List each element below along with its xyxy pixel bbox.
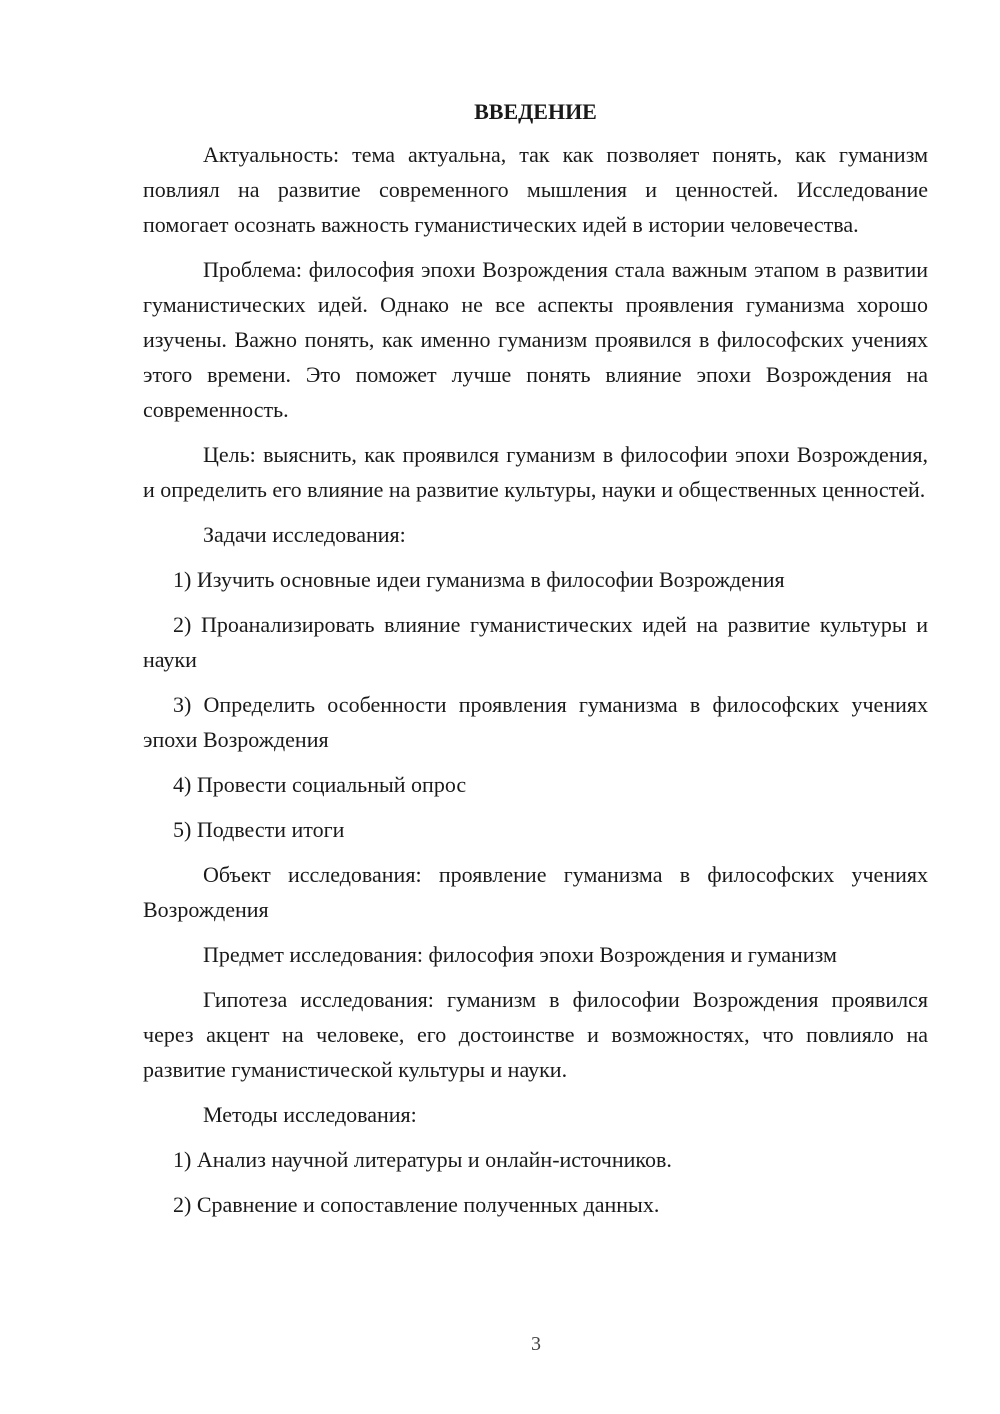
method-item: 1) Анализ научной литературы и онлайн-источников.	[173, 1147, 672, 1172]
method-item: 2) Сравнение и сопоставление полученных данных.	[173, 1192, 660, 1217]
task-item: 2) Проанализировать влияние гуманистических идей на развитие культуры и науки	[143, 612, 928, 672]
document-body	[143, 97, 928, 1232]
methods-title: Методы исследования:	[203, 1102, 417, 1127]
section-heading: ВВЕДЕНИЕ	[474, 99, 597, 124]
object-paragraph: Объект исследования: проявление гуманизма в философских учениях Возрождения	[143, 862, 928, 922]
task-item: 3) Определить особенности проявления гуманизма в философских учениях эпохи Возрождения	[143, 692, 928, 752]
task-item: 1) Изучить основные идеи гуманизма в философии Возрождения	[173, 567, 785, 592]
problem-paragraph: Проблема: философия эпохи Возрождения стала важным этапом в развитии гуманистических идей. Однако не все аспекты проявления гуманизма хорошо изучены. Важно понять, как именно гуманизм проявился в философских учениях этого времени. Это поможет лучше понять влияние эпохи Возрождения на современность.	[143, 257, 928, 422]
subject-paragraph: Предмет исследования: философия эпохи Возрождения и гуманизм	[203, 942, 837, 967]
actuality-paragraph: Актуальность: тема актуальна, так как позволяет понять, как гуманизм повлиял на развитие современного мышления и ценностей. Исследование помогает осознать важность гуманистических идей в истории человечества.	[143, 142, 928, 237]
page-number: 3	[531, 1333, 541, 1355]
task-item: 4) Провести социальный опрос	[173, 772, 467, 797]
hypothesis-paragraph: Гипотеза исследования: гуманизм в философии Возрождения проявился через акцент на человеке, его достоинстве и возможностях, что повлияло на развитие гуманистической культуры и науки.	[143, 987, 928, 1082]
goal-paragraph: Цель: выяснить, как проявился гуманизм в философии эпохи Возрождения, и определить его влияние на развитие культуры, науки и общественных ценностей.	[143, 442, 928, 502]
task-item: 5) Подвести итоги	[173, 817, 345, 842]
tasks-title: Задачи исследования:	[203, 522, 406, 547]
